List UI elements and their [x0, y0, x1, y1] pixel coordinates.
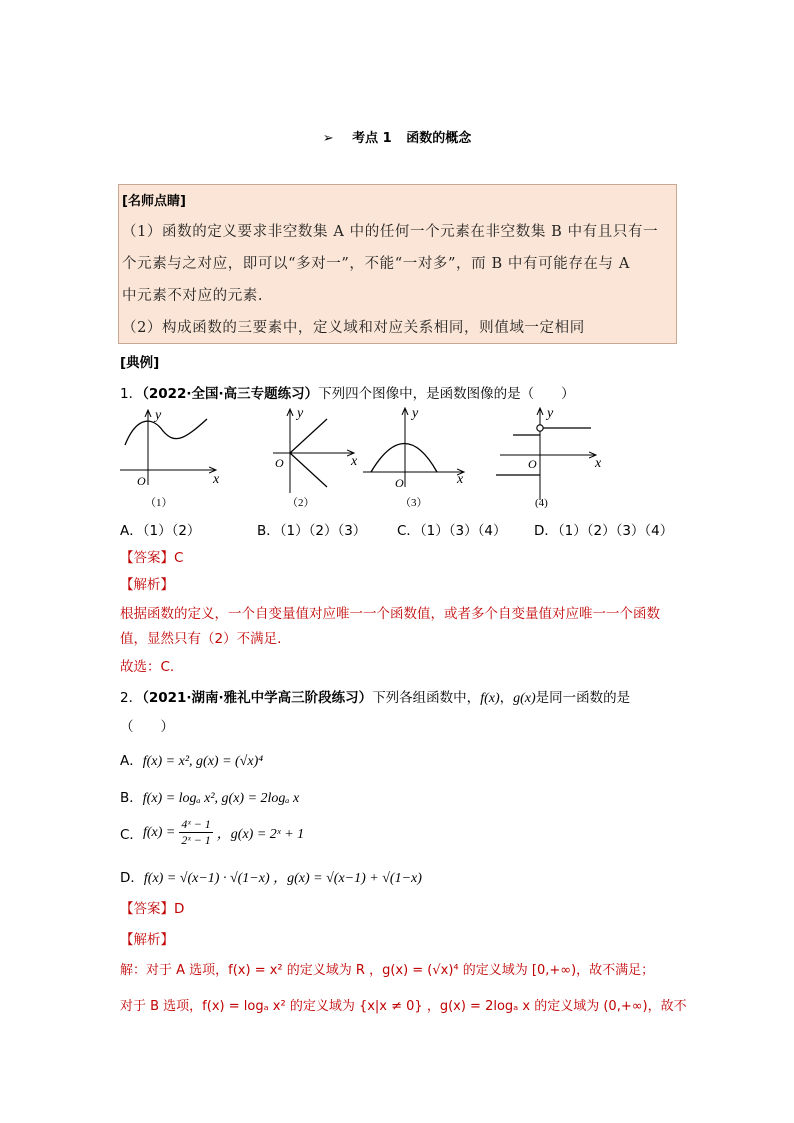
q2-sep: ， [499, 690, 514, 706]
graph-4-origin: O [528, 457, 537, 471]
q1-analysis-line-2: 值，显然只有（2）不满足. [120, 631, 282, 647]
q2-option-c-label: C． [120, 826, 143, 843]
q2-option-a[interactable] [120, 749, 263, 770]
q2-g: g(x) [513, 691, 536, 706]
q2-number: 2． [120, 690, 143, 706]
q2-option-c-numerator: 4ˣ − 1 [181, 817, 211, 831]
q1-source: （2022·全国·高三专题练习） [142, 386, 319, 402]
graph-4 [496, 406, 602, 509]
q1-option-a[interactable]: A．（1）（2） [120, 523, 201, 539]
q1-analysis-label: 【解析】 [120, 577, 174, 593]
graph-2 [273, 406, 358, 509]
q1-answer-label: 【答案】 [120, 550, 174, 566]
q1-number: 1． [120, 386, 143, 402]
q2-answer-value: D [174, 901, 185, 917]
section-title-text: 函数的概念 [406, 131, 472, 146]
q1-stem [120, 382, 575, 402]
q2-answer [120, 897, 184, 917]
q2-stem [120, 686, 630, 707]
tip-line-1: （1）函数的定义要求非空数集 A 中的任何一个元素在非空数集 B 中有且只有一 [122, 224, 659, 240]
q2-option-a-math: f(x) = x², g(x) = (√x)⁴ [142, 754, 264, 769]
q2-option-d-label: D． [120, 870, 144, 886]
graph-3-origin: O [395, 476, 404, 490]
graph-1 [120, 408, 220, 509]
graph-3-x-label: x [457, 472, 464, 487]
q2-option-d[interactable] [120, 866, 422, 887]
q2-text-a: 下列各组函数中， [372, 690, 481, 706]
example-header: [典例] [120, 355, 160, 371]
q2-analysis-label: 【解析】 [120, 932, 174, 948]
q1-analysis-line-1: 根据函数的定义，一个自变量值对应唯一一个函数值，或者多个自变量值对应唯一一个函数 [120, 606, 660, 622]
q2-option-d-math: f(x) = √(x−1) · √(1−x) ，g(x) = √(x−1) + √(1−x) [143, 871, 422, 886]
q2-option-c-denominator: 2ˣ − 1 [181, 833, 211, 847]
tip-line-2: 个元素与之对应，即可以“多对一”，不能“一对多”，而 B 中有可能存在与 A [122, 256, 630, 272]
q1-answer-value: C [174, 550, 184, 566]
graph-2-y-label: y [297, 406, 304, 421]
section-title [0, 127, 794, 146]
q1-option-c[interactable]: C．（1）（3）（4） [397, 523, 507, 539]
q1-text: 下列四个图像中，是函数图像的是（ ） [318, 386, 575, 402]
q2-paren: （ ） [120, 719, 174, 735]
graph-3-y-label: y [412, 406, 419, 421]
q2-option-c-fraction [179, 817, 212, 848]
arrow-bullet-icon: ➢ [322, 131, 334, 146]
q2-option-c-g: ，g(x) = 2ˣ + 1 [216, 826, 305, 842]
q2-f: f(x) [480, 691, 500, 706]
graph-2-caption: （2） [287, 497, 315, 509]
q1-option-b[interactable]: B．（1）（2）（3） [257, 523, 367, 539]
q2-answer-label: 【答案】 [120, 901, 174, 917]
q1-graphs [115, 405, 685, 515]
graph-1-caption: （1） [145, 497, 173, 509]
tip-line-3: 中元素不对应的元素. [122, 288, 264, 304]
q1-answer [120, 546, 183, 566]
tip-line-4: （2）构成函数的三要素中，定义域和对应关系相同，则值域一定相同 [122, 320, 585, 336]
graph-1-origin: O [137, 474, 146, 488]
q1-conclusion: 故选：C. [120, 659, 175, 675]
q2-option-a-label: A． [120, 753, 143, 769]
q2-solution-line-1: 解：对于 A 选项，f(x) = x² 的定义域为 R ，g(x) = (√x)⁴ 的定义域为 [0,+∞)，故不满足； [120, 963, 655, 978]
graph-1-x-label: x [213, 472, 220, 487]
q2-source: （2021·湖南·雅礼中学高三阶段练习） [142, 690, 373, 706]
q1-option-d[interactable]: D．（1）（2）（3）（4） [534, 523, 674, 539]
graph-2-x-label: x [351, 454, 358, 469]
graph-3 [363, 406, 464, 509]
q2-option-c-f: f(x) = [142, 824, 176, 840]
q2-option-b-label: B． [120, 790, 143, 806]
section-number: 考点 1 [352, 131, 392, 146]
q2-option-b-math: f(x) = logₐ x², g(x) = 2logₐ x [142, 791, 300, 806]
tip-header: [名师点睛] [122, 194, 186, 209]
graph-4-x-label: x [595, 456, 602, 471]
graph-4-y-label: y [547, 406, 554, 421]
q2-text-b: 是同一函数的是 [535, 690, 631, 706]
graph-1-y-label: y [155, 408, 162, 423]
q2-option-c[interactable] [120, 817, 304, 848]
q2-solution-line-2: 对于 B 选项，f(x) = logₐ x² 的定义域为 {x|x ≠ 0} ，g(x) = 2logₐ x 的定义域为 (0,+∞)，故不 [120, 999, 687, 1014]
q2-option-b[interactable] [120, 786, 299, 807]
graph-2-origin: O [275, 456, 284, 470]
graph-3-caption: （3） [400, 497, 428, 509]
graph-4-caption: (4) [535, 497, 548, 509]
